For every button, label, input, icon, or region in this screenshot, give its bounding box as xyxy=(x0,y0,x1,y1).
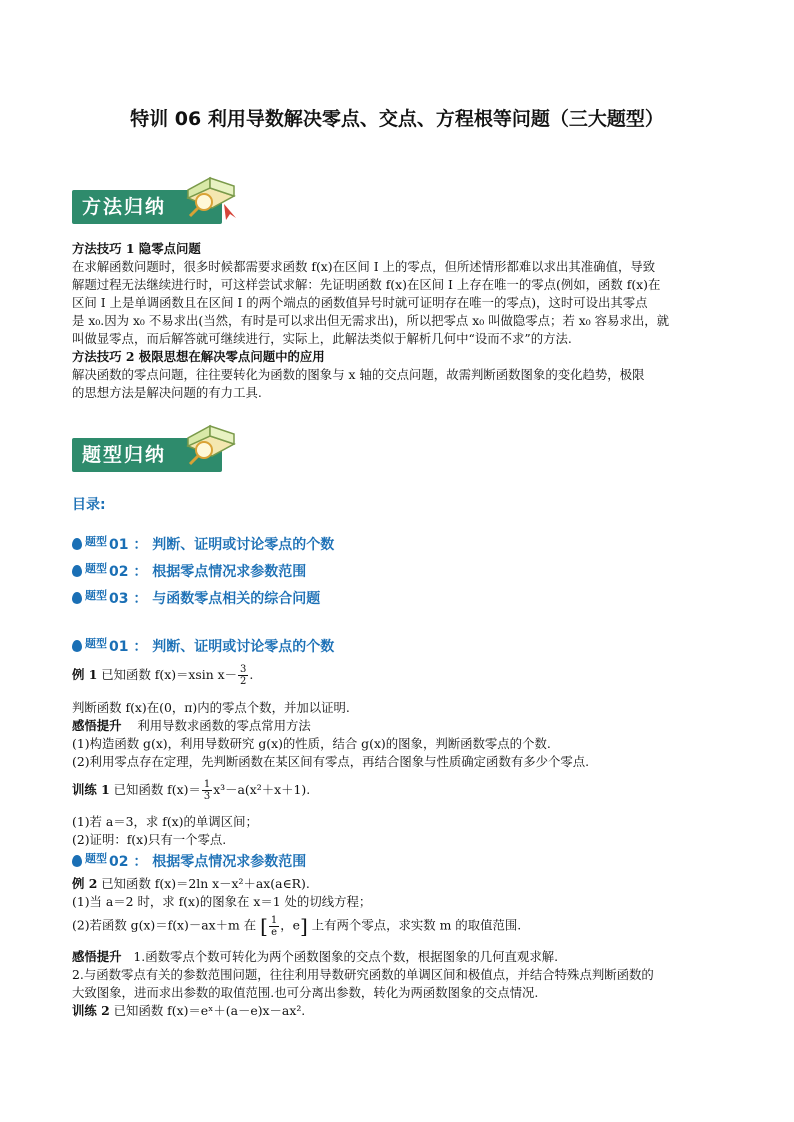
insight-1-line: (2)利用零点存在定理，先判断函数在某区间有零点，再结合图象与性质确定函数有多少个零点. xyxy=(72,754,590,769)
example-2-q1: (1)当 a＝2 时，求 f(x)的图象在 x＝1 处的切线方程； xyxy=(72,894,372,909)
insight-2-line: 2.与函数零点有关的参数范围问题，往往利用导数研究函数的单调区间和极值点，并结合特殊点判断函数的 xyxy=(72,967,654,982)
pin-icon xyxy=(72,592,82,604)
insight-2-line: 大致图象，进而求出参数的取值范围.也可分离出参数，转化为两函数图象的交点情况. xyxy=(72,985,539,1000)
method-banner xyxy=(72,168,237,226)
section-heading-2 xyxy=(72,851,306,871)
example-1: 例 1 已知函数 f(x)＝xsin x－ $\frac{3}{2}$ . xyxy=(72,664,254,687)
fraction-den: 2 xyxy=(240,676,247,687)
insight-label: 感悟提升 xyxy=(72,718,122,733)
fraction-num: 1 xyxy=(270,914,278,926)
training-text: 已知函数 f(x)＝eˣ＋(a－e)x－ax². xyxy=(113,1003,306,1018)
type-tag: 题型 xyxy=(85,562,107,575)
type-tag: 题型 xyxy=(85,852,107,865)
example-text: 已知函数 f(x)＝xsin x－ xyxy=(101,667,238,682)
book-icon xyxy=(180,416,242,470)
fraction xyxy=(238,664,248,687)
page-title: 特训 06 利用导数解决零点、交点、方程根等问题（三大题型） xyxy=(130,108,664,130)
type-tag: 题型 xyxy=(85,589,107,602)
fraction-den: 3 xyxy=(203,791,211,802)
method-2-heading: 方法技巧 2 极限思想在解决零点问题中的应用 xyxy=(72,349,325,364)
insight-2 xyxy=(72,947,558,965)
method-banner-label: 方法归纳 xyxy=(72,190,222,224)
method-section xyxy=(72,240,724,402)
training-1-q2: (2)证明：f(x)只有一个零点. xyxy=(72,832,227,847)
bracket: [ xyxy=(260,914,268,938)
method-1-line: 叫做显零点，而后解答就可继续进行，实际上，此解法类似于解析几何中“设而不求”的方法. xyxy=(72,331,572,346)
example-2-q2: (2)若函数 g(x)＝f(x)－ax＋m 在 [ $\frac{1}{e}$ ，e] 上有两个零点，求实数 m 的取值范围. xyxy=(72,914,522,938)
section-heading-label: 01 ： 判断、证明或讨论零点的个数 xyxy=(109,639,335,655)
bracket: ] xyxy=(300,914,308,938)
type-tag: 题型 xyxy=(85,637,107,650)
insight-1 xyxy=(72,716,311,734)
fraction-num: 1 xyxy=(203,779,211,790)
section-heading-label: 02 ： 根据零点情况求参数范围 xyxy=(109,854,307,870)
method-2-line: 的思想方法是解决问题的有力工具. xyxy=(72,385,262,400)
book-icon xyxy=(180,168,242,222)
insight-text: 利用导数求函数的零点常用方法 xyxy=(137,718,311,733)
pin-icon xyxy=(72,538,82,550)
pin-icon xyxy=(72,640,82,652)
method-1-line: 区间 I 上是单调函数且在区间 I 的两个端点的函数值异号时就可证明存在唯一的零点)，这时可设出其零点 xyxy=(72,295,648,310)
example-2-q2-text: 上有两个零点，求实数 m 的取值范围. xyxy=(311,917,522,933)
method-1-line: 是 x₀.因为 x₀ 不易求出(当然，有时是可以求出但无需求出)，所以把零点 x₀ 叫做隐零点；若 x₀ 容易求出，就 xyxy=(72,313,670,328)
toc-item-label: 02 ： 根据零点情况求参数范围 xyxy=(109,564,307,580)
toc-item[interactable] xyxy=(72,561,306,581)
pin-icon xyxy=(72,565,82,577)
training-text: 已知函数 f(x)＝ xyxy=(113,782,201,797)
method-1-heading: 方法技巧 1 隐零点问题 xyxy=(72,241,201,256)
fraction xyxy=(269,915,279,938)
toc-item-label: 03 ： 与函数零点相关的综合问题 xyxy=(109,591,321,607)
toc-item-label: 01 ： 判断、证明或讨论零点的个数 xyxy=(109,537,335,553)
insight-1-line: (1)构造函数 g(x)，利用导数研究 g(x)的性质，结合 g(x)的图象，判断函数零点的个数. xyxy=(72,736,551,751)
example-2-q2-text: (2)若函数 g(x)＝f(x)－ax＋m 在 xyxy=(72,917,257,933)
method-1-line: 解题过程无法继续进行时，可这样尝试求解：先证明函数 f(x)在区间 I 上存在唯一的零点(例如，函数 f(x)在 xyxy=(72,277,661,292)
method-1-line: 在求解函数问题时，很多时候都需要求函数 f(x)在区间 I 上的零点，但所述情形都难以求出其准确值，导致 xyxy=(72,259,656,274)
interval-end: e xyxy=(292,917,300,933)
example-1-question: 判断函数 f(x)在(0，π)内的零点个数，并加以证明. xyxy=(72,700,350,715)
type-banner xyxy=(72,416,237,474)
fraction-num: 3 xyxy=(240,664,247,675)
fraction-den: e xyxy=(271,926,278,938)
fraction xyxy=(202,779,212,802)
training-text-rest: x³－a(x²＋x＋1). xyxy=(213,782,311,797)
training-2 xyxy=(72,1001,305,1019)
type-tag: 题型 xyxy=(85,535,107,548)
insight-text: 1.函数零点个数可转化为两个函数图象的交点个数，根据图象的几何直观求解. xyxy=(133,949,559,964)
training-1-q1: (1)若 a＝3，求 f(x)的单调区间； xyxy=(72,814,258,829)
section-heading-1 xyxy=(72,636,334,656)
example-text: 已知函数 f(x)＝2ln x－x²＋ax(a∈R). xyxy=(101,876,310,891)
training-1 xyxy=(72,779,310,802)
method-2-line: 解决函数的零点问题，往往要转化为函数的图象与 x 轴的交点问题，故需判断函数图象的变化趋势，极限 xyxy=(72,367,645,382)
pin-icon xyxy=(72,855,82,867)
toc-heading: 目录: xyxy=(72,497,106,513)
insight-label: 感悟提升 xyxy=(72,949,122,964)
example-label: 例 2 xyxy=(72,876,98,891)
training-label: 训练 2 xyxy=(72,1003,110,1018)
toc-item[interactable] xyxy=(72,588,320,608)
training-label: 训练 1 xyxy=(72,782,110,797)
toc-item[interactable] xyxy=(72,534,334,554)
type-banner-label: 题型归纳 xyxy=(72,438,222,472)
example-2 xyxy=(72,874,310,892)
example-label: 例 1 xyxy=(72,667,98,682)
